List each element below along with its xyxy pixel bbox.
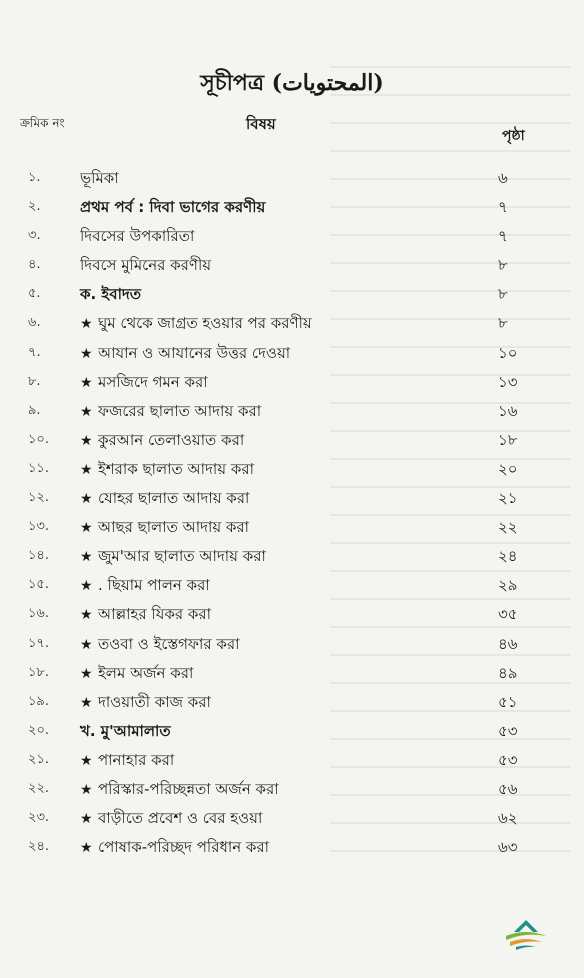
toc-page-number: ৭ — [498, 227, 508, 246]
toc-topic — [80, 749, 480, 774]
toc-page-number: ৩৫ — [498, 605, 518, 624]
toc-serial-number: ৯. — [28, 402, 41, 418]
star-bullet-icon: ★ — [80, 403, 93, 420]
toc-topic — [80, 342, 480, 367]
toc-topic — [80, 458, 480, 483]
toc-topic-text: জুম'আর ছালাত আদায় করা — [98, 547, 266, 566]
toc-serial-number: ৫. — [28, 286, 41, 302]
toc-topic-text: আল্লাহর যিকর করা — [98, 605, 211, 624]
toc-serial-number: ৪. — [28, 257, 41, 273]
toc-topic-text: যোহর ছালাত আদায় করা — [98, 489, 250, 508]
toc-topic-text: পরিস্কার-পরিচ্ছন্নতা অর্জন করা — [98, 779, 279, 798]
toc-page-number: ৪৬ — [498, 634, 518, 653]
toc-topic — [80, 312, 480, 337]
toc-topic — [80, 429, 480, 454]
toc-serial-number: ১০. — [28, 431, 50, 447]
toc-page-number: ৬৩ — [498, 838, 518, 857]
toc-serial-number: ১২. — [28, 490, 50, 506]
star-bullet-icon: ★ — [80, 520, 93, 537]
toc-serial-number: ৩. — [28, 228, 41, 244]
toc-row — [0, 513, 584, 542]
toc-page-number: ১৩ — [498, 372, 518, 391]
toc-row — [0, 804, 584, 833]
toc-row — [0, 455, 584, 484]
toc-row — [0, 397, 584, 426]
toc-row — [0, 688, 584, 717]
toc-page-number: ৪৯ — [498, 663, 518, 682]
toc-serial-number: ১. — [28, 170, 41, 185]
toc-topic-text: ইলম অর্জন করা — [98, 663, 194, 682]
column-header-page: পৃষ্ঠা — [502, 128, 525, 144]
toc-topic-text: আছর ছালাত আদায় করা — [98, 518, 250, 537]
toc-topic — [80, 807, 480, 832]
toc-row — [0, 193, 584, 222]
toc-row — [0, 280, 584, 309]
toc-topic — [80, 400, 480, 425]
toc-row — [0, 630, 584, 659]
toc-topic — [80, 254, 480, 279]
toc-serial-number: ৬. — [28, 315, 41, 331]
toc-row — [0, 571, 584, 600]
star-bullet-icon: ★ — [80, 811, 93, 828]
toc-page-number: ১৮ — [498, 430, 518, 449]
contents-list — [0, 164, 584, 862]
toc-topic — [80, 225, 480, 250]
star-bullet-icon: ★ — [80, 781, 93, 798]
toc-topic — [80, 196, 480, 221]
toc-page-number: ৮ — [498, 314, 508, 333]
column-header-topic: বিষয় — [246, 115, 276, 133]
toc-page-number: ৫৬ — [498, 779, 518, 798]
toc-page-number: ৭ — [498, 198, 508, 217]
toc-serial-number: ১৮. — [28, 664, 50, 680]
toc-topic-text: ক. ইবাদত — [80, 285, 142, 304]
star-bullet-icon: ★ — [80, 461, 93, 478]
toc-serial-number: ১৬. — [28, 606, 50, 622]
toc-page-number: ২৪ — [498, 547, 518, 566]
toc-serial-number: ১৩. — [28, 519, 50, 535]
toc-topic-text: কুরআন তেলাওয়াত করা — [98, 430, 245, 449]
toc-page-number: ৫১ — [498, 692, 518, 711]
toc-row — [0, 222, 584, 251]
toc-serial-number: ১১. — [28, 460, 50, 476]
toc-page-number: ৬২ — [498, 809, 518, 828]
toc-page-number: ৫৩ — [498, 721, 518, 740]
toc-row — [0, 484, 584, 513]
toc-topic-text: বাড়ীতে প্রবেশ ও বের হওয়া — [98, 809, 263, 828]
toc-topic-text: ভূমিকা — [80, 169, 119, 187]
toc-topic-text: দিবসের উপকারিতা — [80, 227, 195, 246]
toc-serial-number: ২. — [28, 199, 41, 215]
star-bullet-icon: ★ — [80, 316, 93, 333]
toc-row — [0, 659, 584, 688]
toc-topic — [80, 167, 480, 192]
toc-serial-number: ১৪. — [28, 548, 50, 564]
toc-topic-text: . ছিয়াম পালন করা — [98, 576, 210, 595]
star-bullet-icon: ★ — [80, 374, 93, 391]
toc-topic — [80, 516, 480, 541]
toc-topic-text: দাওয়াতী কাজ করা — [98, 692, 211, 711]
toc-serial-number: ২৪. — [28, 839, 50, 855]
toc-topic-text: তওবা ও ইস্তেগফার করা — [98, 634, 240, 653]
publisher-logo-icon — [502, 918, 550, 952]
toc-topic — [80, 691, 480, 716]
toc-topic-text: পানাহার করা — [98, 750, 175, 769]
toc-page-number: ৮ — [498, 256, 508, 275]
toc-topic-text: খ. মু'আমালাত — [80, 721, 171, 740]
star-bullet-icon: ★ — [80, 665, 93, 682]
page-title: সূচীপত্র (المحتويات) — [200, 70, 384, 96]
toc-topic-text: প্রথম পর্ব : দিবা ভাগের করণীয় — [80, 198, 266, 217]
toc-topic-text: ঘুম থেকে জাগ্রত হওয়ার পর করণীয় — [98, 314, 312, 333]
toc-row — [0, 368, 584, 397]
star-bullet-icon: ★ — [80, 752, 93, 769]
toc-page-number: ২১ — [498, 489, 518, 508]
toc-topic — [80, 603, 480, 628]
toc-serial-number: ১৭. — [28, 635, 50, 651]
star-bullet-icon: ★ — [80, 607, 93, 624]
toc-page-number: ২২ — [498, 518, 518, 537]
toc-topic — [80, 574, 480, 599]
star-bullet-icon: ★ — [80, 432, 93, 449]
toc-serial-number: ২১. — [28, 751, 50, 767]
toc-topic — [80, 487, 480, 512]
toc-page-number: ২৯ — [498, 576, 518, 595]
column-header-serial: ক্রমিক নং — [20, 116, 65, 130]
toc-topic — [80, 545, 480, 570]
star-bullet-icon: ★ — [80, 694, 93, 711]
toc-row — [0, 339, 584, 368]
star-bullet-icon: ★ — [80, 636, 93, 653]
toc-page-number: ৬ — [498, 169, 508, 187]
star-bullet-icon: ★ — [80, 578, 93, 595]
star-bullet-icon: ★ — [80, 491, 93, 508]
toc-serial-number: ২২. — [28, 780, 50, 796]
toc-page-number: ৫৩ — [498, 750, 518, 769]
toc-topic — [80, 720, 480, 745]
toc-row — [0, 775, 584, 804]
toc-serial-number: ৭. — [28, 344, 41, 360]
toc-row — [0, 164, 584, 193]
toc-serial-number: ১৯. — [28, 693, 50, 709]
toc-row — [0, 600, 584, 629]
toc-page-number: ১৬ — [498, 401, 518, 420]
toc-topic-text: আযান ও আযানের উত্তর দেওয়া — [98, 343, 291, 362]
toc-serial-number: ২৩. — [28, 810, 50, 826]
star-bullet-icon: ★ — [80, 549, 93, 566]
toc-row — [0, 251, 584, 280]
toc-topic-text: দিবসে মুমিনের করণীয় — [80, 256, 212, 275]
toc-serial-number: ২০. — [28, 722, 50, 738]
star-bullet-icon: ★ — [80, 840, 93, 857]
toc-topic-text: পোষাক-পরিচ্ছদ পরিধান করা — [98, 838, 270, 857]
toc-page-number: ৮ — [498, 285, 508, 304]
toc-topic — [80, 778, 480, 803]
toc-serial-number: ১৫. — [28, 577, 50, 593]
toc-row — [0, 542, 584, 571]
toc-topic — [80, 836, 480, 861]
star-bullet-icon: ★ — [80, 345, 93, 362]
toc-topic-text: ফজরের ছালাত আদায় করা — [98, 401, 262, 420]
toc-row — [0, 426, 584, 455]
toc-row — [0, 717, 584, 746]
toc-page-number: ১০ — [498, 343, 518, 362]
toc-topic-text: ইশরাক ছালাত আদায় করা — [98, 459, 254, 478]
toc-serial-number: ৮. — [28, 373, 41, 389]
toc-row — [0, 833, 584, 862]
toc-row — [0, 746, 584, 775]
toc-topic — [80, 371, 480, 396]
toc-row — [0, 309, 584, 338]
toc-page-number: ২০ — [498, 459, 518, 478]
toc-topic-text: মসজিদে গমন করা — [98, 372, 208, 391]
toc-topic — [80, 662, 480, 687]
toc-topic — [80, 633, 480, 658]
toc-topic — [80, 283, 480, 308]
